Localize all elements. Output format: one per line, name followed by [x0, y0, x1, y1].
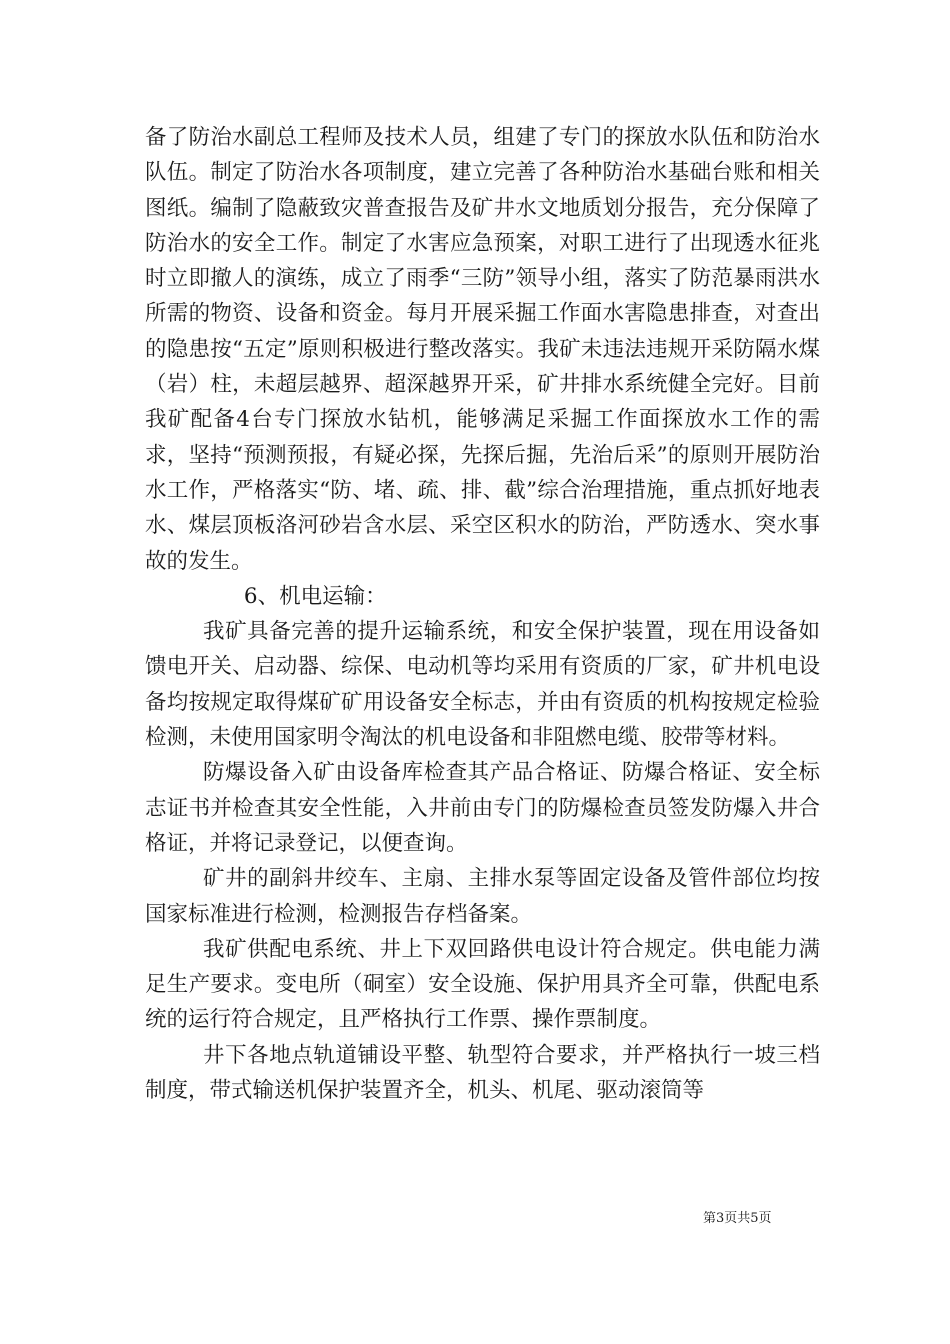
document-body — [145, 120, 820, 1108]
paragraph-power-supply: 我矿供配电系统、井上下双回路供电设计符合规定。供电能力满足生产要求。变电所（硐室）安全设施、保护用具齐全可靠，供配电系统的运行符合规定，且严格执行工作票、操作票制度。 — [145, 936, 820, 1033]
paragraph-water-control: 备了防治水副总工程师及技术人员，组建了专门的探放水队伍和防治水队伍。制定了防治水各项制度，建立完善了各种防治水基础台账和相关图纸。编制了隐蔽致灾普查报告及矿井水文地质划分报告，充分保障了防治水的安全工作。制定了水害应急预案，对职工进行了出现透水征兆时立即撤人的演练，成立了雨季“三防”领导小组，落实了防范暴雨洪水所需的物资、设备和资金。每月开展采掘工作面水害隐患排查，对查出的隐患按“五定”原则积极进行整改落实。我矿未违法违规开采防隔水煤（岩）柱，未超层越界、超深越界开采，矿井排水系统健全完好。目前我矿配备4台专门探放水钻机，能够满足采掘工作面探放水工作的需求，坚持“预测预报，有疑必探，先探后掘，先治后采”的原则开展防治水工作，严格落实“防、堵、疏、排、截”综合治理措施，重点抓好地表水、煤层顶板洛河砂岩含水层、采空区积水的防治，严防透水、突水事故的发生。 — [145, 125, 820, 574]
page-number-footer: 第3页共5页 — [703, 1211, 772, 1226]
section-heading-electromechanical-transport: 6、机电运输： — [243, 583, 387, 609]
paragraph-track-laying: 井下各地点轨道铺设平整、轨型符合要求，并严格执行一坡三档制度，带式输送机保护装置齐全，机头、机尾、驱动滚筒等 — [145, 1042, 820, 1104]
paragraph-explosion-proof-equipment: 防爆设备入矿由设备库检查其产品合格证、防爆合格证、安全标志证书并检查其安全性能，入井前由专门的防爆检查员签发防爆入井合格证，并将记录登记，以便查询。 — [145, 760, 820, 856]
paragraph-fixed-equipment: 矿井的副斜井绞车、主扇、主排水泵等固定设备及管件部位均按国家标准进行检测，检测报告存档备案。 — [145, 866, 820, 927]
paragraph-hoisting-system: 我矿具备完善的提升运输系统，和安全保护装置，现在用设备如馈电开关、启动器、综保、电动机等均采用有资质的厂家，矿井机电设备均按规定取得煤矿矿用设备安全标志，并由有资质的机构按规定检验检测，未使用国家明令淘汰的机电设备和非阻燃电缆、胶带等材料。 — [145, 619, 820, 751]
